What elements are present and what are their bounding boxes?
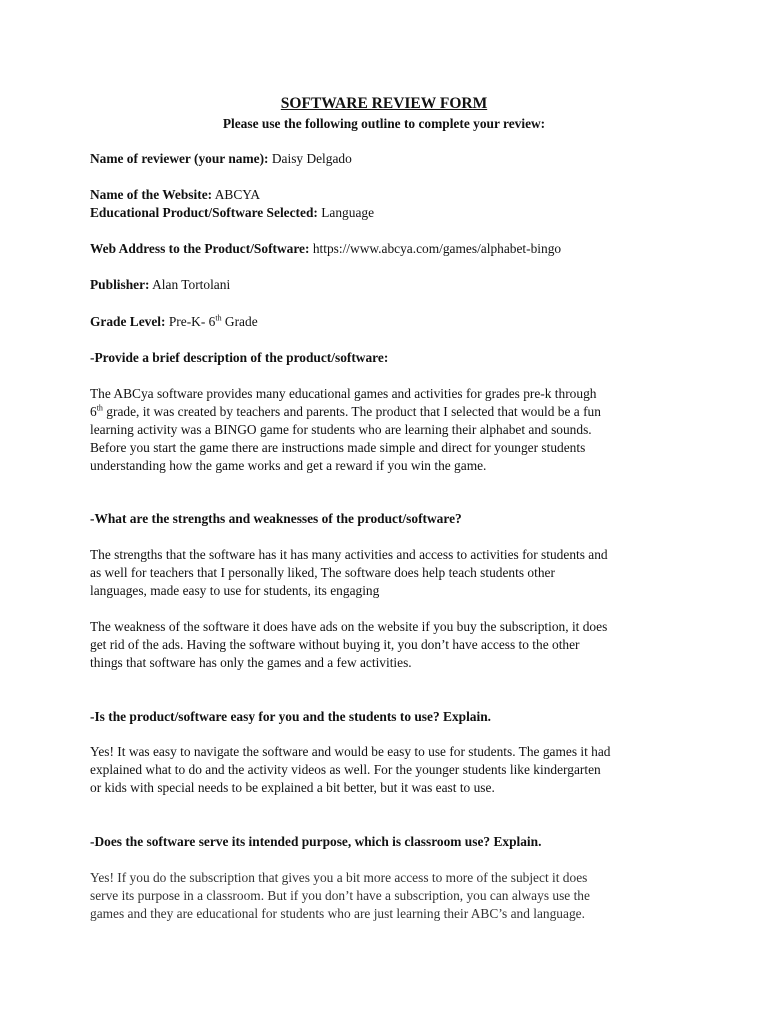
- strengths-paragraph: The strengths that the software has it has many activities and access to activities for students and as well for teachers that I personally liked, The software does help teach students other languages, made easy to use for students, its engaging: [90, 547, 608, 598]
- strengths-question: -What are the strengths and weaknesses of the product/software?: [90, 511, 462, 526]
- grade-value: Pre-K- 6th Grade: [168, 313, 258, 329]
- grade-line: [90, 313, 690, 331]
- form-title: SOFTWARE REVIEW FORM: [280, 95, 488, 112]
- address-label: Web Address to the Product/Software:: [90, 241, 310, 256]
- weaknesses-paragraph: The weakness of the software it does have ads on the website if you buy the subscription, it does get rid of the ads. Having the software without buying it, you don’t have access to the other things that software has only the games and a few activities.: [90, 619, 608, 670]
- address-line: [90, 240, 690, 258]
- description-question: -Provide a brief description of the product/software:: [90, 350, 389, 365]
- publisher-line: [90, 276, 690, 294]
- form-subtitle: Please use the following outline to complete your review:: [222, 116, 546, 131]
- product-value: Language: [321, 205, 375, 220]
- ease-paragraph: Yes! It was easy to navigate the software and would be easy to use for students. The games it had explained what to do and the activity videos as well. For the younger students like kindergarten or kids with special needs to be explained a bit better, but it was east to use.: [90, 744, 611, 795]
- website-value: ABCYA: [214, 187, 261, 202]
- description-paragraph: The ABCya software provides many educational games and activities for grades pre-k through 6th grade, it was created by teachers and parents. The product that I selected that would be a fun learning activity was a BINGO game for students who are learning their alphabet and sounds. Before you start the game there are instructions made simple and direct for younger students understanding how the game works and get a reward if you win the game.: [90, 386, 601, 473]
- publisher-value: Alan Tortolani: [152, 277, 231, 292]
- publisher-label: Publisher:: [90, 277, 150, 292]
- ease-question: -Is the product/software easy for you and the students to use? Explain.: [90, 709, 492, 724]
- purpose-paragraph: Yes! If you do the subscription that gives you a bit more access to more of the subject it does serve its purpose in a classroom. But if you don’t have a subscription, you can always use the games and they are educational for students who are just learning their ABC’s and language.: [90, 870, 590, 921]
- reviewer-label: Name of reviewer (your name):: [90, 151, 269, 166]
- reviewer-line: [90, 150, 690, 168]
- grade-label: Grade Level:: [90, 314, 166, 329]
- purpose-question: -Does the software serve its intended purpose, which is classroom use? Explain.: [90, 834, 542, 849]
- reviewer-value: Daisy Delgado: [271, 151, 352, 166]
- website-label: Name of the Website:: [90, 187, 213, 202]
- product-label: Educational Product/Software Selected:: [90, 205, 318, 220]
- website-line: [90, 186, 690, 204]
- product-line: [90, 204, 690, 222]
- address-value: https://www.abcya.com/games/alphabet-bingo: [312, 241, 562, 256]
